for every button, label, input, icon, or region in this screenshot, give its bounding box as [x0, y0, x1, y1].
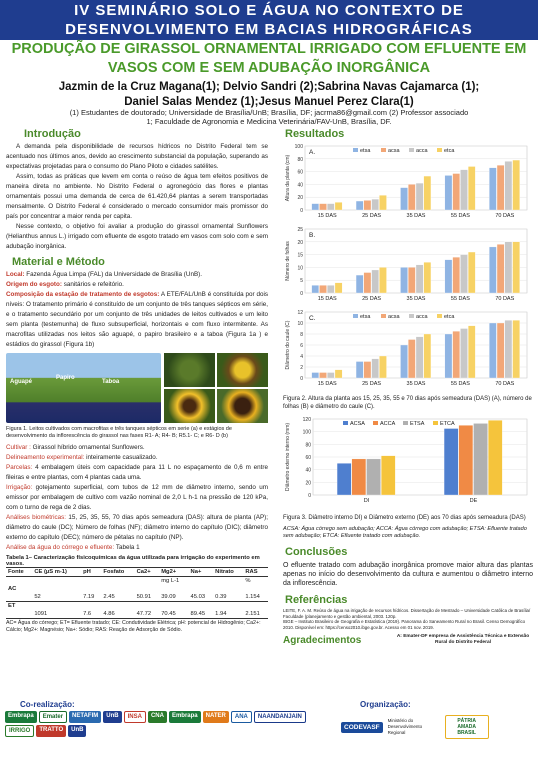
x-tick-label: 35 DAS: [406, 381, 426, 387]
table-cell: [6, 577, 32, 586]
bar: [408, 184, 415, 210]
authors-line-2: Daniel Salas Mendez (1);Jesus Manuel Perez Clara(1): [124, 96, 414, 108]
bar: [468, 252, 475, 293]
footer: [0, 700, 538, 768]
y-tick-label: 60: [305, 455, 311, 461]
co-realization-logos: [4, 710, 326, 766]
bar: [379, 356, 386, 378]
table-cell: 2.45: [103, 594, 115, 600]
bar: [312, 285, 319, 293]
table-1-note: AC= Água do córrego; ET= Efluente tratado; CE: Condutividade Elétrica; pH: potencial de Hidrogênio; Ca2+: Cálcio; Mg2+: Magnésio; Na+: Sódio; RAS: Reação de Adsorção de Sódio.: [6, 620, 261, 633]
legend-swatch: [353, 148, 358, 152]
table-cell: 7.6: [83, 611, 92, 617]
bar: [408, 340, 415, 379]
bar: [408, 267, 415, 293]
unb-logo: UnB: [68, 725, 86, 737]
insa-logo: INSA: [124, 711, 146, 723]
y-tick-label: 6: [300, 343, 303, 349]
bar: [319, 373, 326, 379]
bar: [474, 423, 488, 495]
x-tick-label: 35 DAS: [406, 296, 426, 302]
y-axis-label: Altura da planta (cm): [285, 154, 291, 202]
legend-swatch: [381, 314, 386, 318]
bar: [364, 362, 371, 379]
bar: [327, 285, 334, 293]
organization-label: Organização:: [360, 700, 411, 709]
bar: [497, 165, 504, 210]
y-tick-label: 15: [297, 252, 303, 259]
legend-entry: acsa: [388, 314, 400, 320]
poster-title: [0, 40, 538, 78]
table-cell: 52: [34, 594, 41, 600]
ana-logo: ANA: [231, 711, 252, 723]
table-cell: 0.39: [215, 594, 227, 600]
intro-paragraph-3: Nesse contexto, o objetivo foi avaliar a produção do girassol ornamental Sunflowers (Helianthus annus L.) irrigado com efluente de esgoto tratado em vasos com solo com e sem adubação inorgânica.: [6, 223, 268, 250]
item-label: Parcelas:: [6, 464, 33, 471]
legend-swatch: [409, 148, 414, 152]
bar: [327, 204, 334, 210]
conclusions-heading: Conclusões: [285, 546, 348, 558]
bar: [379, 267, 386, 293]
x-tick-label: 25 DAS: [362, 213, 382, 219]
bar: [513, 242, 520, 293]
legend-entry: etsa: [360, 314, 371, 320]
bar: [489, 247, 496, 293]
table-row: [6, 602, 268, 611]
title-line-1: PRODUÇÃO DE GIRASSOL ORNAMENTAL IRRIGADO COM EFLUENTE EM: [11, 41, 527, 57]
banner-line-1: IV SEMINÁRIO SOLO E ÁGUA NO CONTEXTO DE: [74, 2, 464, 19]
bar: [400, 345, 407, 378]
item-label: Irrigação:: [6, 484, 33, 491]
legend-swatch: [433, 421, 438, 425]
ministry-logo: Ministério do Desenvolvimento Regional: [387, 718, 423, 735]
x-tick-label: 70 DAS: [495, 296, 515, 302]
legend-entry: ETCA: [440, 421, 455, 427]
embrapa-logo: Embrapa: [169, 711, 201, 723]
affiliation-line-1: (1) Estudantes de doutorado; Universidade de Brasília/UnB; Brasília, DF; jacrma86@gmail.com (2) Professor associado: [69, 108, 469, 117]
y-tick-label: 0: [300, 291, 303, 297]
table-header: Mg2+: [161, 569, 177, 575]
table-cell: 1.94: [215, 611, 227, 617]
bar: [505, 242, 512, 293]
bar: [444, 429, 458, 496]
bar: [424, 334, 431, 378]
x-tick-label: 55 DAS: [450, 296, 470, 302]
legend-entry: etca: [444, 314, 455, 320]
y-tick-label: 2: [300, 365, 303, 371]
abbreviation-legend: ACSA: Água córrego sem adubação; ACCA: Água córrego com adubação; ETSA: Efluente tratado sem adubação; ETCA: Efluente tratado com adubação.: [283, 526, 527, 539]
table-cell: 7.19: [83, 594, 95, 600]
x-tick-label: 70 DAS: [495, 381, 515, 387]
bar: [468, 326, 475, 378]
intro-heading: Introdução: [24, 128, 81, 140]
nater-logo: NATER: [203, 711, 229, 723]
table-units-row: [6, 577, 268, 586]
legend-swatch: [409, 314, 414, 318]
bar: [460, 170, 467, 210]
x-tick-label: 25 DAS: [362, 381, 382, 387]
origin-label: Origem do esgoto:: [6, 281, 62, 288]
tratto-logo: TRATTO: [36, 725, 66, 737]
netafim-logo: NETAFIM: [69, 711, 101, 723]
acknowledgements-text: A: Emater-DF empresa de Assistência Técnica e Extensão Rural do Distrito Federal: [396, 634, 530, 645]
bar: [505, 161, 512, 210]
x-tick-label: 15 DAS: [317, 381, 337, 387]
bar: [367, 459, 381, 495]
conference-banner: [0, 0, 538, 40]
item-label: Delineamento experimental:: [6, 454, 85, 461]
bar: [372, 199, 379, 210]
legend-swatch: [343, 421, 348, 425]
x-tick-label: 55 DAS: [450, 381, 470, 387]
legend-entry: acsa: [388, 148, 400, 154]
local-label: Local:: [6, 271, 25, 278]
table-cell: 4.86: [103, 611, 115, 617]
table-cell: %: [245, 578, 251, 584]
bar: [445, 175, 452, 210]
authors-line-1: Jazmin de la Cruz Magana(1); Delvio Sandri (2);Sabrina Navas Cajamarca (1);: [58, 81, 480, 93]
panel-label: C.: [309, 315, 316, 322]
methods-heading: Material e Método: [12, 256, 105, 268]
y-tick-label: 80: [305, 442, 311, 449]
bar: [513, 160, 520, 210]
reference-2: IBGE – Instituto Brasileiro de Geografia e Estatística (2019). Panorama do Saneamento Rural no Brasil. Censo Demográfico 2010. Disponível em: https://censo2010.ibge.gov.br. Acesso em 01 nov. 2019.: [283, 619, 526, 630]
cna-logo: CNA: [148, 711, 167, 723]
intro-paragraph-2: Assim, todas as práticas que levem em conta o reúso de água tem efeitos positivos de maneira direta no ambiente. No Distrito Federal o agronegócio das flores e plantas ornamentais possui uma demanda de cerca de 61.420,64 plantas a serem transportadas mensalmente. O Distrito Federal é considerado o mercado consumidor mais promissor do país por concentrar a maior renda per capita.: [6, 173, 268, 220]
sunflower-stage-photo: [217, 353, 268, 387]
brasil-logo: PÁTRIA AMADA BRASIL: [445, 715, 489, 739]
figure-3-caption: Figura 3. Diâmetro interno DI) e Diâmetro externo (DE) aos 70 dias após semeadura (DAS): [283, 515, 526, 521]
legend-swatch: [437, 314, 442, 318]
item-text: gotejamento superficial, com tubos de 12 mm de diâmetro interno, sendo um emissor por embalagem de cultivo com vazão nominal de 2,0 L h-1 na pressão de 120 kPa, com o turno de rega de 2 dias.: [6, 484, 268, 511]
bar: [372, 270, 379, 293]
bar: [319, 204, 326, 210]
unb-logo: UnB: [103, 711, 121, 723]
table-cell: [135, 577, 160, 586]
bar: [381, 456, 395, 495]
sunflower-stage-photo: [217, 389, 268, 423]
y-tick-label: 120: [302, 417, 311, 423]
item-text: Tabela 1: [115, 544, 140, 551]
co-realization-label: Co-realização:: [20, 700, 75, 709]
bar: [327, 373, 334, 379]
table-cell: [189, 577, 214, 586]
right-column: [283, 128, 533, 646]
bar: [489, 323, 496, 378]
naandanjain-logo: NAANDANJAIN: [254, 711, 306, 723]
bar: [335, 283, 342, 293]
table-cell: [32, 585, 268, 593]
table-header: pH: [83, 569, 91, 575]
table-cell: [32, 602, 268, 611]
legend-entry: acca: [416, 314, 428, 320]
item-label: Análise da água do córrego e efluente:: [6, 544, 115, 551]
bar: [453, 331, 460, 378]
x-tick-label: DE: [469, 498, 478, 504]
table-header: CE (µS m-1): [34, 569, 67, 575]
table-cell: [81, 577, 101, 586]
bar: [489, 168, 496, 210]
table-cell: 2.151: [245, 611, 260, 617]
x-tick-label: 15 DAS: [317, 213, 337, 219]
bar: [460, 329, 467, 379]
bar: [497, 323, 504, 378]
affiliation: [0, 108, 538, 126]
y-tick-label: 20: [297, 195, 303, 202]
bar: [445, 334, 452, 378]
bar: [372, 359, 379, 378]
table-header: RAS: [245, 569, 258, 575]
bar: [352, 459, 366, 495]
legend-entry: ETSA: [410, 421, 425, 427]
item-label: Cultivar :: [6, 444, 31, 451]
y-tick-label: 0: [300, 208, 303, 214]
table-1: [6, 567, 268, 619]
table-cell: 39.09: [161, 594, 176, 600]
bar: [364, 200, 371, 210]
emater-logo: Emater: [39, 711, 67, 723]
legend-swatch: [381, 148, 386, 152]
figure-1-caption: Figura 1. Leitos cultivados com macrofitas e três tanques sépticos em serie (a) e estágios de desenvolvimento da inflorescência do girassol nas fases R1- A; R4- B; R5.1- C; e R6- D (b): [6, 426, 232, 439]
table-cell: [101, 577, 134, 586]
figure-2-caption: Figura 2. Altura da planta aos 15, 25, 35, 55 e 70 dias após semeadura (DAS) (A), número de folhas (B) e diâmetro do caule (C).: [283, 396, 532, 410]
y-tick-label: 0: [300, 376, 303, 382]
photo-label-taboa: Taboa: [102, 379, 120, 385]
bar: [513, 320, 520, 378]
y-tick-label: 100: [294, 144, 303, 150]
bar: [400, 267, 407, 293]
chart-stem-diameter: [283, 308, 533, 388]
item-text: 4 embalagem úteis com capacidade para 11 L no espaçamento de 0,6 m entre fileiras e entre plantas, com 4 plantas cada uma.: [6, 464, 268, 481]
legend-swatch: [437, 148, 442, 152]
left-column: [6, 128, 268, 633]
bar: [416, 265, 423, 293]
bar: [453, 257, 460, 293]
panel-label: B.: [309, 232, 316, 239]
legend-swatch: [373, 421, 378, 425]
table-cell: 50.91: [136, 594, 152, 600]
photo-label-papiro: Papiro: [56, 375, 75, 381]
table-cell: 1.154: [245, 594, 260, 600]
authors: [0, 80, 538, 110]
irrigo-logo: IRRIGO: [5, 725, 34, 737]
table-header-row: [6, 568, 268, 577]
x-tick-label: 35 DAS: [406, 213, 426, 219]
chart-capitulum-diameter: [283, 415, 533, 507]
legend-swatch: [403, 421, 408, 425]
sunflower-stages-photos: [164, 353, 268, 423]
table-cell: [213, 577, 243, 586]
bar: [312, 204, 319, 210]
banner-line-2: DESENVOLVIMENTO EM BACIAS HIDROGRÁFICAS: [65, 21, 473, 38]
table-cell: 47.72: [136, 611, 152, 617]
table-cell: 70.45: [161, 611, 176, 617]
bar: [337, 463, 351, 495]
bar: [356, 275, 363, 293]
bar: [488, 420, 502, 495]
chart-leaf-number: [283, 225, 533, 303]
bar: [335, 370, 342, 378]
table-header: Fonte: [8, 569, 24, 575]
sunflower-stage-photo: [164, 389, 215, 423]
title-line-2: VASOS COM E SEM ADUBAÇÃO INORGÂNICA: [107, 60, 431, 76]
y-tick-label: 8: [300, 332, 303, 338]
table-cell: 45.03: [190, 594, 206, 600]
legend-swatch: [353, 314, 358, 318]
item-text: Girassol híbrido ornamental Sunflowers.: [32, 444, 145, 451]
table-cell: [6, 593, 32, 602]
figure-1-photos: [6, 353, 268, 423]
table-1-caption: Tabela 1– Caracterização físicoquímicas da água utilizada para irrigação do experimento em vasos.: [6, 555, 260, 567]
references-heading: Referências: [285, 594, 348, 606]
bar: [445, 260, 452, 293]
y-tick-label: 20: [297, 239, 303, 246]
table-header: Nitrato: [215, 569, 234, 575]
item-text: inteiramente casualizado.: [86, 454, 158, 461]
bar: [497, 244, 504, 293]
y-tick-label: 10: [297, 321, 303, 327]
y-tick-label: 0: [308, 493, 311, 499]
y-tick-label: 4: [300, 354, 303, 360]
embrapa-logo: Embrapa: [5, 711, 37, 723]
photo-label-aguape: Aguapé: [10, 379, 33, 385]
organization-logos: [340, 714, 536, 740]
table-row: [6, 610, 268, 619]
y-tick-label: 60: [297, 169, 303, 176]
x-tick-label: 55 DAS: [450, 213, 470, 219]
panel-label: A.: [309, 149, 316, 156]
composition-text: A ETE/FAL/UnB é constituída por dois níveis: O tratamento primário é constituído de um conjunto de três tanques sépticos em série, e o tratamento secundário por um conjunto de três unidades de leitos cultivados e um leito sem planta (testemunha) de fluxo subsuperficial, horizontais e com fluxo intermitente. As macrofitas utilizadas nos leitos são aguapé, o papiro brasileiro e a taboa (Figura 1a ) e estádios do girassol (Figura 1b): [6, 291, 269, 348]
item-label: Análises biométricas:: [6, 514, 67, 521]
table-header: Ca2+: [136, 569, 151, 575]
x-tick-label: 25 DAS: [362, 296, 382, 302]
y-tick-label: 80: [297, 156, 303, 163]
y-tick-label: 40: [297, 182, 303, 189]
conclusions-text: O efluente tratado com adubação inorgânica promove maior altura das plantas apenas no início do desenvolvimento da cultura e aumentou o diâmetro interno da inflorescência.: [283, 562, 533, 587]
y-tick-label: 25: [297, 227, 303, 233]
methods-list: [6, 443, 268, 553]
wetland-photo: [6, 353, 161, 423]
bar: [453, 174, 460, 210]
bar: [416, 337, 423, 378]
table-cell: ET: [8, 603, 16, 609]
bar: [459, 425, 473, 495]
reference-1: LEITE, F. A. M. Reúso de água na irrigação de recursos hídricos. Dissertação de Mestrado – Universidade Católica de Brasília/ Faculdade (planejamento e gestão ambiental, 2003. 120p.: [283, 608, 531, 619]
codevasf-logo: CODEVASF: [341, 722, 383, 733]
bar: [364, 273, 371, 293]
y-axis-label: Diâmetro externo interno (mm): [285, 422, 291, 492]
legend-entry: ACSA: [350, 421, 365, 427]
x-tick-label: 70 DAS: [495, 213, 515, 219]
table-cell: [6, 610, 32, 619]
y-axis-label: Diâmetro do caule (C): [285, 320, 291, 370]
bar: [424, 262, 431, 293]
table-header: Fosfato: [103, 569, 125, 575]
y-tick-label: 20: [305, 480, 311, 487]
y-tick-label: 40: [305, 467, 311, 474]
bar: [379, 195, 386, 210]
bar: [335, 202, 342, 210]
table-row: [6, 585, 268, 593]
table-cell: 1091: [34, 611, 48, 617]
bar: [424, 176, 431, 210]
x-tick-label: DI: [363, 498, 370, 504]
table-cell: mg L-1: [161, 578, 180, 584]
legend-entry: acca: [416, 148, 428, 154]
origin-text: sanitários e refeitório.: [63, 281, 124, 288]
table-header: Na+: [190, 569, 202, 575]
y-tick-label: 10: [297, 265, 303, 272]
bar: [356, 201, 363, 210]
legend-entry: etca: [444, 148, 455, 154]
affiliation-line-2: 1; Faculdade de Agronomia e Medicina Veterinária/FAV-UnB, Brasília, DF.: [146, 117, 392, 126]
table-cell: 89.45: [190, 611, 206, 617]
sunflower-stage-photo: [164, 353, 215, 387]
y-axis-label: Número de folhas: [285, 241, 291, 281]
bar: [416, 183, 423, 210]
chart-plant-height: [283, 142, 533, 220]
table-row: [6, 593, 268, 602]
bar: [319, 285, 326, 293]
bar: [505, 320, 512, 378]
bar: [356, 362, 363, 379]
y-tick-label: 100: [302, 429, 311, 436]
item-text: 15, 25, 35, 55, 70 dias após semeadura (DAS): altura de planta (AP); diâmetro do caule (DC); Número de folhas (NF); diâmetro interno do capítulo (DIC); diâmetro externo do capítulo (DEC); número de pétalas no capítulo (NP).: [6, 514, 268, 541]
y-tick-label: 12: [297, 310, 303, 316]
legend-entry: etsa: [360, 148, 371, 154]
y-tick-label: 5: [300, 278, 303, 285]
local-text: Fazenda Água Limpa (FAL) da Universidade de Brasília (UnB).: [26, 271, 202, 278]
bar: [400, 188, 407, 210]
acknowledgements-heading: Agradecimentos: [283, 634, 362, 646]
bar: [460, 255, 467, 293]
x-tick-label: 15 DAS: [317, 296, 337, 302]
acknowledgements: [283, 634, 533, 646]
composition-label: Composição da estação de tratamento de esgotos:: [6, 291, 160, 298]
table-cell: AC: [8, 586, 17, 592]
bar: [468, 166, 475, 210]
results-heading: Resultados: [285, 128, 345, 140]
legend-entry: ACCA: [380, 421, 396, 427]
bar: [312, 373, 319, 379]
table-cell: [32, 577, 81, 586]
intro-paragraph-1: A demanda pela disponibilidade de recursos hídricos no Distrito Federal tem se acentuado nos últimos anos, devido ao crescimento substancial da população, superando as expectativas projetadas para o consumo do Plano Piloto e cidades satélites.: [6, 143, 268, 170]
